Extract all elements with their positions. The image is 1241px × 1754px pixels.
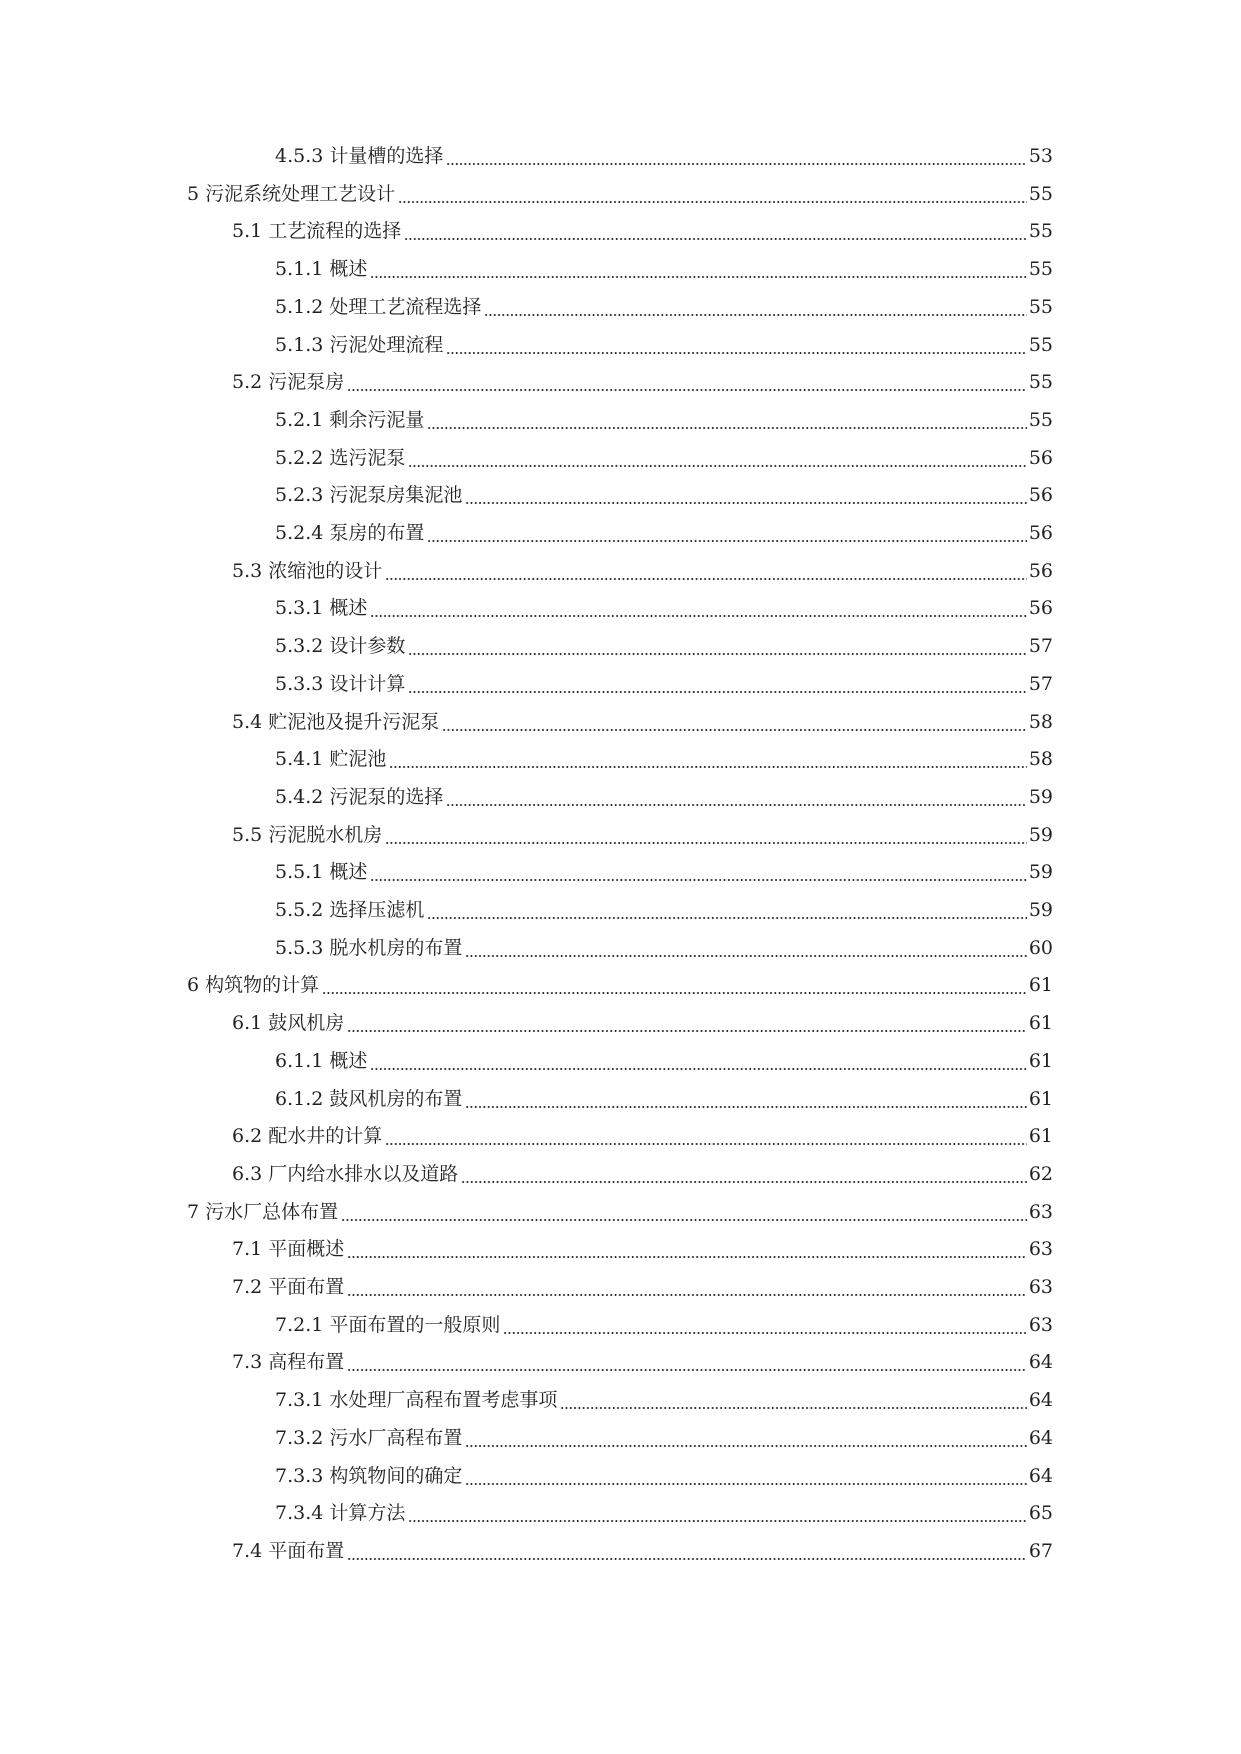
dot-leader bbox=[347, 1012, 1027, 1034]
toc-entry-page-number: 59 bbox=[1028, 861, 1053, 884]
toc-entry-page-number: 57 bbox=[1028, 635, 1053, 658]
toc-entry[interactable] bbox=[275, 1457, 1053, 1487]
toc-entry-page-number: 55 bbox=[1028, 371, 1053, 394]
dot-leader bbox=[427, 899, 1026, 921]
toc-entry[interactable] bbox=[275, 476, 1053, 506]
dot-leader bbox=[385, 560, 1027, 582]
toc-entry[interactable] bbox=[232, 1268, 1053, 1298]
dot-leader bbox=[465, 937, 1026, 959]
toc-entry-page-number: 55 bbox=[1028, 220, 1053, 243]
toc-entry-page-number: 60 bbox=[1028, 936, 1053, 959]
toc-entry-title: 7.3.1 水处理厂高程布置考虑事项 bbox=[275, 1389, 558, 1412]
toc-entry-page-number: 55 bbox=[1028, 333, 1053, 356]
toc-entry-page-number: 56 bbox=[1028, 484, 1053, 507]
toc-entry-page-number: 59 bbox=[1028, 823, 1053, 846]
toc-entry[interactable] bbox=[275, 1419, 1053, 1449]
toc-entry[interactable] bbox=[275, 853, 1053, 883]
toc-entry-page-number: 64 bbox=[1028, 1351, 1053, 1374]
toc-entry[interactable] bbox=[275, 1080, 1053, 1110]
toc-entry-title: 6.1 鼓风机房 bbox=[232, 1012, 345, 1035]
dot-leader bbox=[484, 296, 1026, 318]
toc-entry-title: 7.2.1 平面布置的一般原则 bbox=[275, 1313, 501, 1336]
dot-leader bbox=[385, 1125, 1027, 1147]
dot-leader bbox=[560, 1389, 1026, 1411]
toc-entry-title: 6.2 配水井的计算 bbox=[232, 1125, 383, 1148]
toc-entry-title: 5.5.3 脱水机房的布置 bbox=[275, 936, 463, 959]
dot-leader bbox=[370, 861, 1026, 883]
toc-entry[interactable] bbox=[275, 401, 1053, 431]
toc-entry-title: 5.3.3 设计计算 bbox=[275, 672, 406, 695]
toc-entry[interactable] bbox=[275, 250, 1053, 280]
toc-entry-title: 5.3.2 设计参数 bbox=[275, 635, 406, 658]
dot-leader bbox=[370, 597, 1026, 619]
toc-entry[interactable] bbox=[232, 363, 1053, 393]
toc-entry-page-number: 64 bbox=[1028, 1426, 1053, 1449]
toc-entry-title: 5.1.2 处理工艺流程选择 bbox=[275, 295, 482, 318]
toc-entry-page-number: 56 bbox=[1028, 597, 1053, 620]
toc-entry[interactable] bbox=[275, 439, 1053, 469]
toc-entry[interactable] bbox=[275, 288, 1053, 318]
toc-entry[interactable] bbox=[232, 1532, 1053, 1562]
toc-entry-page-number: 58 bbox=[1028, 710, 1053, 733]
dot-leader bbox=[347, 1276, 1027, 1298]
toc-entry-page-number: 61 bbox=[1028, 1049, 1053, 1072]
toc-entry-title: 5.3.1 概述 bbox=[275, 597, 368, 620]
toc-entry-title: 7 污水厂总体布置 bbox=[187, 1200, 339, 1223]
toc-entry-page-number: 64 bbox=[1028, 1464, 1053, 1487]
dot-leader bbox=[322, 974, 1027, 996]
toc-entry-page-number: 56 bbox=[1028, 522, 1053, 544]
toc-entry-title: 5.5.2 选择压滤机 bbox=[275, 899, 425, 921]
toc-entry-page-number: 55 bbox=[1028, 408, 1053, 431]
toc-entry-page-number: 55 bbox=[1028, 182, 1053, 205]
toc-entry-title: 5.2.2 选污泥泵 bbox=[275, 446, 406, 469]
toc-entry-page-number: 55 bbox=[1028, 295, 1053, 318]
toc-entry[interactable] bbox=[232, 552, 1053, 582]
toc-entry-page-number: 57 bbox=[1028, 672, 1053, 695]
toc-entry-title: 5.3 浓缩池的设计 bbox=[232, 559, 383, 582]
toc-entry-page-number: 64 bbox=[1028, 1389, 1053, 1412]
toc-entry[interactable] bbox=[187, 1193, 1053, 1223]
toc-entry[interactable] bbox=[275, 326, 1053, 356]
toc-entry[interactable] bbox=[275, 778, 1053, 808]
toc-entry[interactable] bbox=[275, 665, 1053, 695]
toc-entry[interactable] bbox=[275, 1306, 1053, 1336]
dot-leader bbox=[398, 183, 1027, 205]
toc-entry-title: 4.5.3 计量槽的选择 bbox=[275, 145, 444, 167]
toc-entry-title: 5.1 工艺流程的选择 bbox=[232, 220, 402, 243]
dot-leader bbox=[408, 447, 1026, 469]
toc-entry-page-number: 61 bbox=[1028, 1012, 1053, 1035]
toc-entry-page-number: 59 bbox=[1028, 785, 1053, 808]
dot-leader bbox=[347, 371, 1027, 393]
toc-entry-title: 5.1.1 概述 bbox=[275, 258, 368, 281]
dot-leader bbox=[465, 1088, 1026, 1110]
toc-entry-title: 7.2 平面布置 bbox=[232, 1276, 345, 1298]
toc-entry[interactable] bbox=[275, 514, 1053, 544]
toc-entry[interactable] bbox=[275, 740, 1053, 770]
toc-entry-title: 7.4 平面布置 bbox=[232, 1539, 345, 1562]
toc-entry[interactable] bbox=[232, 703, 1053, 733]
toc-entry-page-number: 55 bbox=[1028, 258, 1053, 281]
toc-entry-title: 5.1.3 污泥处理流程 bbox=[275, 333, 444, 356]
toc-entry[interactable] bbox=[275, 1042, 1053, 1072]
toc-entry-title: 6.1.2 鼓风机房的布置 bbox=[275, 1087, 463, 1110]
dot-leader bbox=[465, 484, 1026, 506]
toc-entry[interactable] bbox=[232, 1230, 1053, 1260]
dot-leader bbox=[446, 786, 1026, 808]
toc-entry-page-number: 56 bbox=[1028, 446, 1053, 469]
toc-entry-title: 5.2.3 污泥泵房集泥池 bbox=[275, 484, 463, 507]
dot-leader bbox=[347, 1540, 1027, 1562]
toc-entry[interactable] bbox=[275, 137, 1053, 167]
toc-entry-title: 7.3 高程布置 bbox=[232, 1351, 345, 1374]
toc-entry-title: 5.4.2 污泥泵的选择 bbox=[275, 785, 444, 808]
dot-leader bbox=[461, 1163, 1027, 1185]
dot-leader bbox=[404, 220, 1027, 242]
toc-entry-page-number: 53 bbox=[1028, 145, 1053, 167]
toc-entry-title: 5.5 污泥脱水机房 bbox=[232, 823, 383, 846]
toc-entry-page-number: 61 bbox=[1028, 1125, 1053, 1148]
toc-entry-title: 6.3 厂内给水排水以及道路 bbox=[232, 1162, 459, 1185]
toc-entry[interactable] bbox=[275, 1381, 1053, 1411]
toc-entry[interactable] bbox=[275, 891, 1053, 921]
toc-entry-page-number: 62 bbox=[1028, 1162, 1053, 1185]
dot-leader bbox=[465, 1427, 1026, 1449]
toc-entry-page-number: 61 bbox=[1028, 974, 1053, 997]
toc-entry-page-number: 63 bbox=[1028, 1276, 1053, 1298]
dot-leader bbox=[427, 409, 1026, 431]
dot-leader bbox=[370, 1050, 1026, 1072]
dot-leader bbox=[446, 334, 1026, 356]
toc-entry[interactable] bbox=[275, 627, 1053, 657]
dot-leader bbox=[347, 1238, 1027, 1260]
dot-leader bbox=[408, 635, 1026, 657]
toc-entry[interactable] bbox=[187, 966, 1053, 996]
toc-entry[interactable] bbox=[187, 175, 1053, 205]
toc-entry-title: 5 污泥系统处理工艺设计 bbox=[187, 182, 396, 205]
toc-entry[interactable] bbox=[275, 929, 1053, 959]
dot-leader bbox=[442, 711, 1027, 733]
toc-entry-title: 5.2.1 剩余污泥量 bbox=[275, 408, 425, 431]
toc-entry[interactable] bbox=[232, 212, 1053, 242]
dot-leader bbox=[465, 1465, 1026, 1487]
dot-leader bbox=[427, 522, 1026, 544]
toc-entry-title: 5.4 贮泥池及提升污泥泵 bbox=[232, 710, 440, 733]
dot-leader bbox=[503, 1314, 1026, 1336]
toc-entry-page-number: 63 bbox=[1028, 1238, 1053, 1261]
dot-leader bbox=[408, 673, 1026, 695]
toc-entry-page-number: 61 bbox=[1028, 1087, 1053, 1110]
toc-entry-page-number: 63 bbox=[1028, 1313, 1053, 1336]
toc-entry[interactable] bbox=[232, 1155, 1053, 1185]
toc-entry[interactable] bbox=[232, 1117, 1053, 1147]
toc-entry-title: 5.5.1 概述 bbox=[275, 861, 368, 884]
dot-leader bbox=[385, 824, 1027, 846]
dot-leader bbox=[341, 1201, 1027, 1223]
toc-entry-page-number: 65 bbox=[1028, 1502, 1053, 1525]
toc-entry-title: 6 构筑物的计算 bbox=[187, 974, 320, 997]
toc-entry[interactable] bbox=[232, 1004, 1053, 1034]
toc-entry-title: 6.1.1 概述 bbox=[275, 1049, 368, 1072]
toc-entry-page-number: 56 bbox=[1028, 559, 1053, 582]
toc-entry-title: 5.2.4 泵房的布置 bbox=[275, 522, 425, 544]
dot-leader bbox=[389, 748, 1026, 770]
toc-entry[interactable] bbox=[275, 589, 1053, 619]
toc-entry-title: 5.2 污泥泵房 bbox=[232, 371, 345, 394]
toc-entry[interactable] bbox=[232, 816, 1053, 846]
toc-entry-page-number: 59 bbox=[1028, 899, 1053, 921]
dot-leader bbox=[408, 1502, 1026, 1524]
dot-leader bbox=[347, 1351, 1027, 1373]
toc-entry-title: 7.3.3 构筑物间的确定 bbox=[275, 1464, 463, 1487]
toc-entry[interactable] bbox=[232, 1343, 1053, 1373]
dot-leader bbox=[446, 145, 1026, 167]
dot-leader bbox=[370, 258, 1026, 280]
toc-entry[interactable] bbox=[275, 1494, 1053, 1524]
toc-entry-page-number: 63 bbox=[1028, 1200, 1053, 1223]
toc-entry-title: 7.3.2 污水厂高程布置 bbox=[275, 1426, 463, 1449]
toc-entry-page-number: 67 bbox=[1028, 1539, 1053, 1562]
toc-entry-page-number: 58 bbox=[1028, 748, 1053, 771]
toc-entry-title: 7.1 平面概述 bbox=[232, 1238, 345, 1261]
toc-entry-title: 7.3.4 计算方法 bbox=[275, 1502, 406, 1525]
toc-entry-title: 5.4.1 贮泥池 bbox=[275, 748, 387, 771]
